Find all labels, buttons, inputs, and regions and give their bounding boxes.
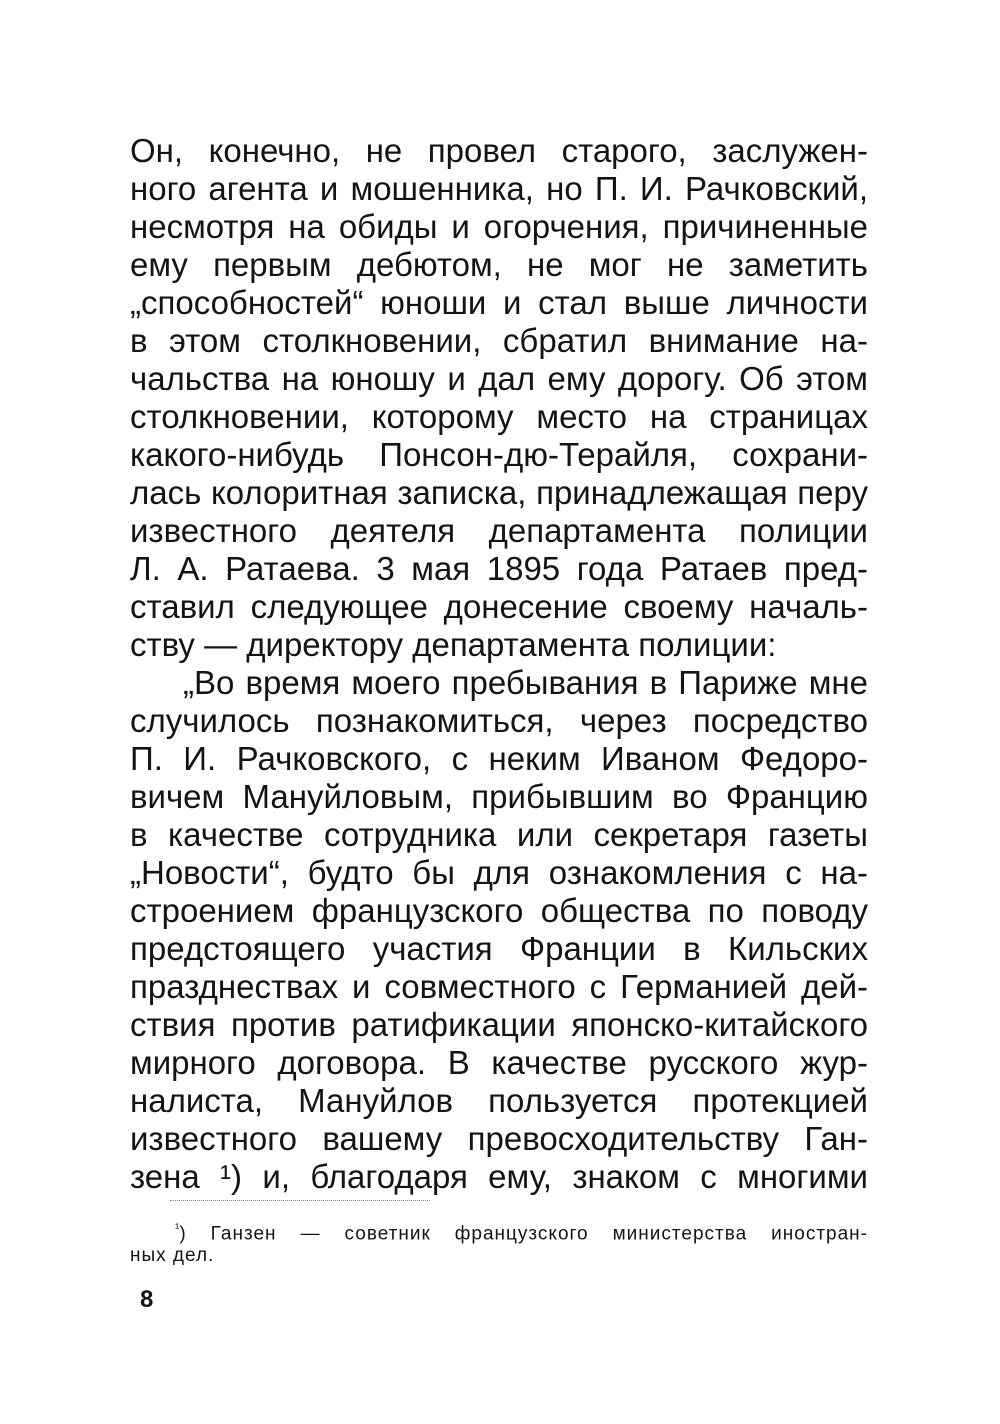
text-line: ствия против ратификации японско-китайского bbox=[130, 1006, 868, 1043]
footnote-separator bbox=[170, 1200, 430, 1201]
text-line: какого-нибудь Понсон-дю-Терайля, сохрани- bbox=[130, 436, 868, 473]
text-line: ему первым дебютом, не мог не заметить bbox=[130, 246, 868, 283]
text-line: несмотря на обиды и огорчения, причиненные bbox=[130, 208, 868, 245]
footnote-marker: ¹ bbox=[175, 1220, 180, 1235]
text-line: П. И. Рачковского, с неким Иваном Федоро- bbox=[130, 740, 868, 777]
text-line: известного вашему превосходительству Ган- bbox=[130, 1120, 868, 1157]
text-line: празднествах и совместного с Германией дей- bbox=[130, 968, 868, 1005]
footnote-line bbox=[175, 1214, 868, 1245]
text-line: зена ¹) и, благодаря ему, знаком с многими bbox=[130, 1158, 868, 1195]
text-line: Л. А. Ратаева. 3 мая 1895 года Ратаев пред- bbox=[130, 550, 868, 587]
text-line: мирного договора. В качестве русского жур- bbox=[130, 1044, 868, 1081]
text-line: „способностей“ юноши и стал выше личности bbox=[130, 284, 868, 321]
footnote-line: ных дел. bbox=[130, 1245, 215, 1266]
text-line: известного деятеля департамента полиции bbox=[130, 512, 868, 549]
text-line: предстоящего участия Франции в Кильских bbox=[130, 930, 868, 967]
text-line: вичем Мануйловым, прибывшим во Францию bbox=[130, 778, 868, 815]
page-number: 8 bbox=[140, 1286, 154, 1313]
text-line: в этом столкновении, сбратил внимание на- bbox=[130, 322, 868, 359]
text-line-indented: „Во время моего пребывания в Париже мне bbox=[183, 664, 868, 701]
text-line: в качестве сотрудника или секретаря газеты bbox=[130, 816, 868, 853]
text-line: строением французского общества по поводу bbox=[130, 892, 868, 929]
text-line: „Новости“, будто бы для ознакомления с на- bbox=[130, 854, 868, 891]
text-line: столкновении, которому место на страницах bbox=[130, 398, 868, 435]
text-line: ного агента и мошенника, но П. И. Рачковский, bbox=[130, 170, 868, 207]
text-line: налиста, Мануйлов пользуется протекцией bbox=[130, 1082, 868, 1119]
text-line: Он, конечно, не провел старого, заслужен- bbox=[130, 132, 868, 169]
text-line: лась колоритная записка, принадлежащая перу bbox=[130, 474, 868, 511]
text-line: чальства на юношу и дал ему дорогу. Об этом bbox=[130, 360, 868, 397]
text-line: случилось познакомиться, через посредство bbox=[130, 702, 868, 739]
text-line: ству — директору департамента полиции: bbox=[130, 626, 777, 663]
footnote-text: ) Ганзен — советник французского министерства иностран- bbox=[179, 1223, 868, 1245]
text-line: ставил следующее донесение своему началь- bbox=[130, 588, 868, 625]
